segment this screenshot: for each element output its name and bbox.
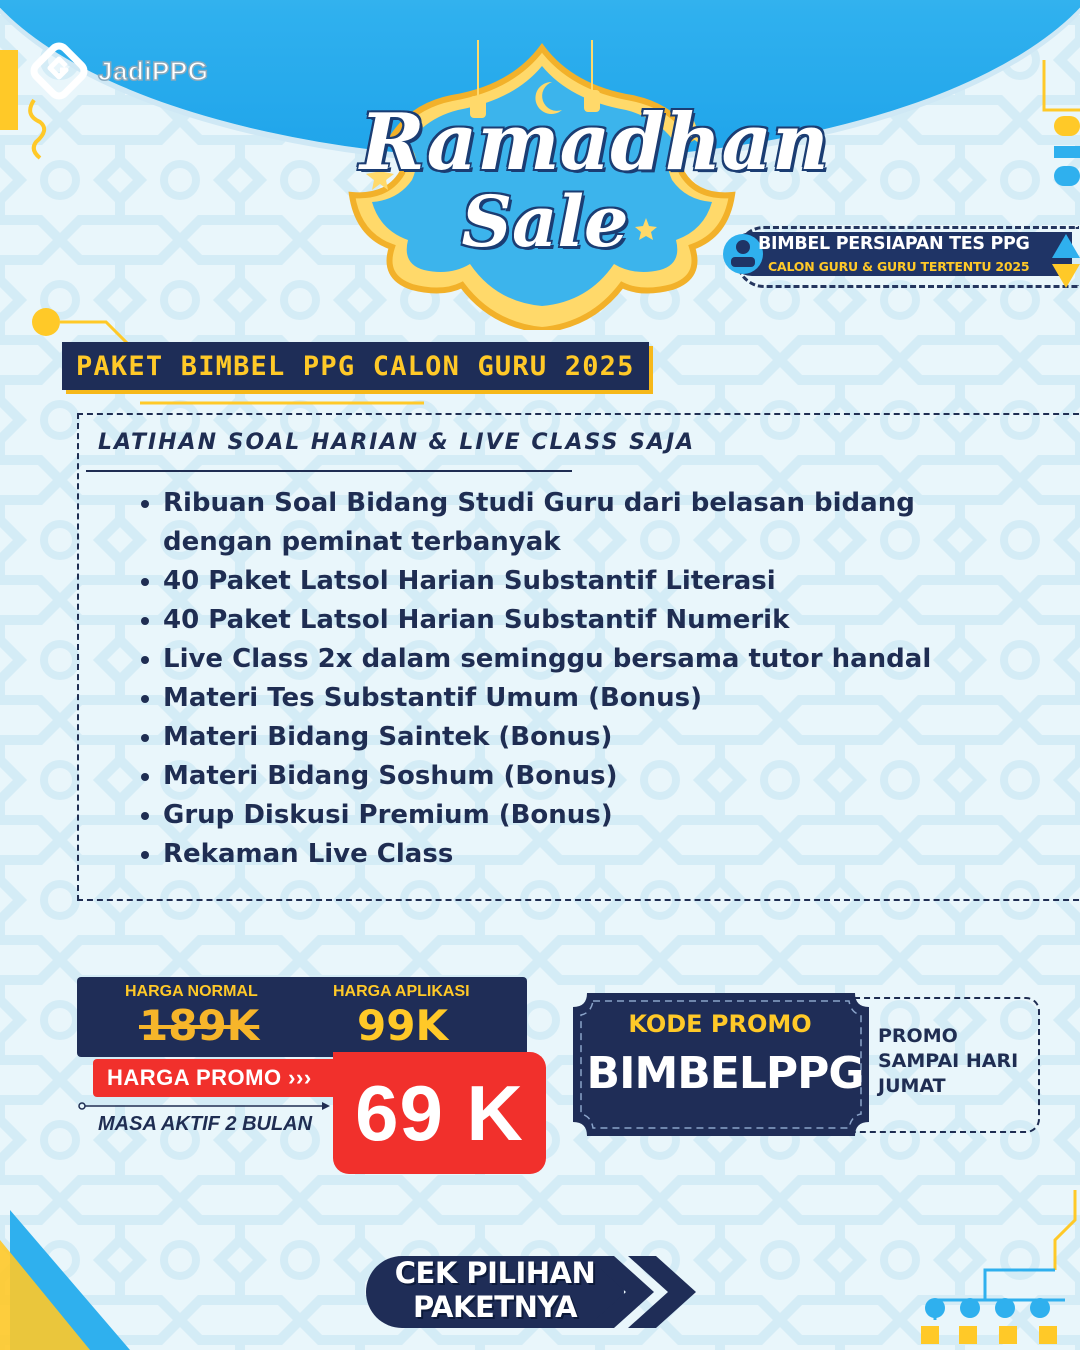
package-title-bar xyxy=(62,342,649,390)
promo-price-bar xyxy=(93,1059,363,1097)
sale-title-line1: Ramadhan xyxy=(360,97,829,188)
cta-label-line2: PAKETNYA xyxy=(412,1290,578,1324)
corner-decoration-bottom-right xyxy=(915,1190,1080,1350)
promo-code-label: KODE PROMO xyxy=(628,1010,812,1038)
badge-line2: CALON GURU & GURU TERTENTU 2025 xyxy=(768,259,1030,274)
cta-label xyxy=(366,1256,624,1324)
promo-code-value[interactable]: BIMBELPPG xyxy=(586,1048,864,1099)
price-panel xyxy=(77,977,527,1057)
arrow-line-icon xyxy=(78,1101,332,1111)
feature-item: • Ribuan Soal Bidang Studi Guru dari belasan bidang dengan peminat terbanyak xyxy=(163,484,1023,562)
subtitle-underline xyxy=(86,470,572,472)
corner-decoration-bottom-left xyxy=(0,1210,140,1350)
package-subtitle: LATIHAN SOAL HARIAN & LIVE CLASS SAJA xyxy=(98,430,696,455)
brand-name: JadiPPG xyxy=(98,55,209,86)
normal-price-value: 189K xyxy=(139,1001,260,1050)
promo-deadline-note: PROMO SAMPAI HARI JUMAT xyxy=(878,1025,1019,1097)
corner-decoration-top-right xyxy=(1040,60,1080,190)
normal-price-label: HARGA NORMAL xyxy=(125,983,258,1000)
cta-label-line1: CEK PILIHAN xyxy=(394,1256,596,1290)
feature-item: • Live Class 2x dalam seminggu bersama tutor handal xyxy=(163,640,1023,679)
promo-price-box xyxy=(333,1052,546,1174)
sale-title xyxy=(360,97,829,263)
promo-price-value: 69 K xyxy=(355,1068,524,1157)
feature-item: • Materi Bidang Soshum (Bonus) xyxy=(163,757,1023,796)
feature-item: • 40 Paket Latsol Harian Substantif Literasi xyxy=(163,562,1023,601)
promo-price-label: HARGA PROMO ››› xyxy=(107,1065,312,1090)
feature-item: • Rekaman Live Class xyxy=(163,835,1023,874)
brand-logo[interactable] xyxy=(28,40,208,102)
feature-item: • Materi Bidang Saintek (Bonus) xyxy=(163,718,1023,757)
badge-line1: BIMBEL PERSIAPAN TES PPG xyxy=(758,234,1030,254)
active-period: MASA AKTIF 2 BULAN xyxy=(98,1113,313,1135)
badge-arrow-icon xyxy=(1052,232,1080,288)
feature-list xyxy=(135,484,1023,874)
feature-item: • Materi Tes Substantif Umum (Bonus) xyxy=(163,679,1023,718)
sale-title-line2: Sale xyxy=(461,180,629,263)
cta-button[interactable] xyxy=(366,1252,716,1330)
app-price-label: HARGA APLIKASI xyxy=(333,983,470,1000)
feature-item: • Grup Diskusi Premium (Bonus) xyxy=(163,796,1023,835)
app-price-value: 99K xyxy=(357,1001,448,1050)
feature-item: • 40 Paket Latsol Harian Substantif Numerik xyxy=(163,601,1023,640)
jadippg-logo-icon xyxy=(28,40,90,102)
program-badge xyxy=(722,222,1080,288)
package-title: PAKET BIMBEL PPG CALON GURU 2025 xyxy=(76,350,635,382)
